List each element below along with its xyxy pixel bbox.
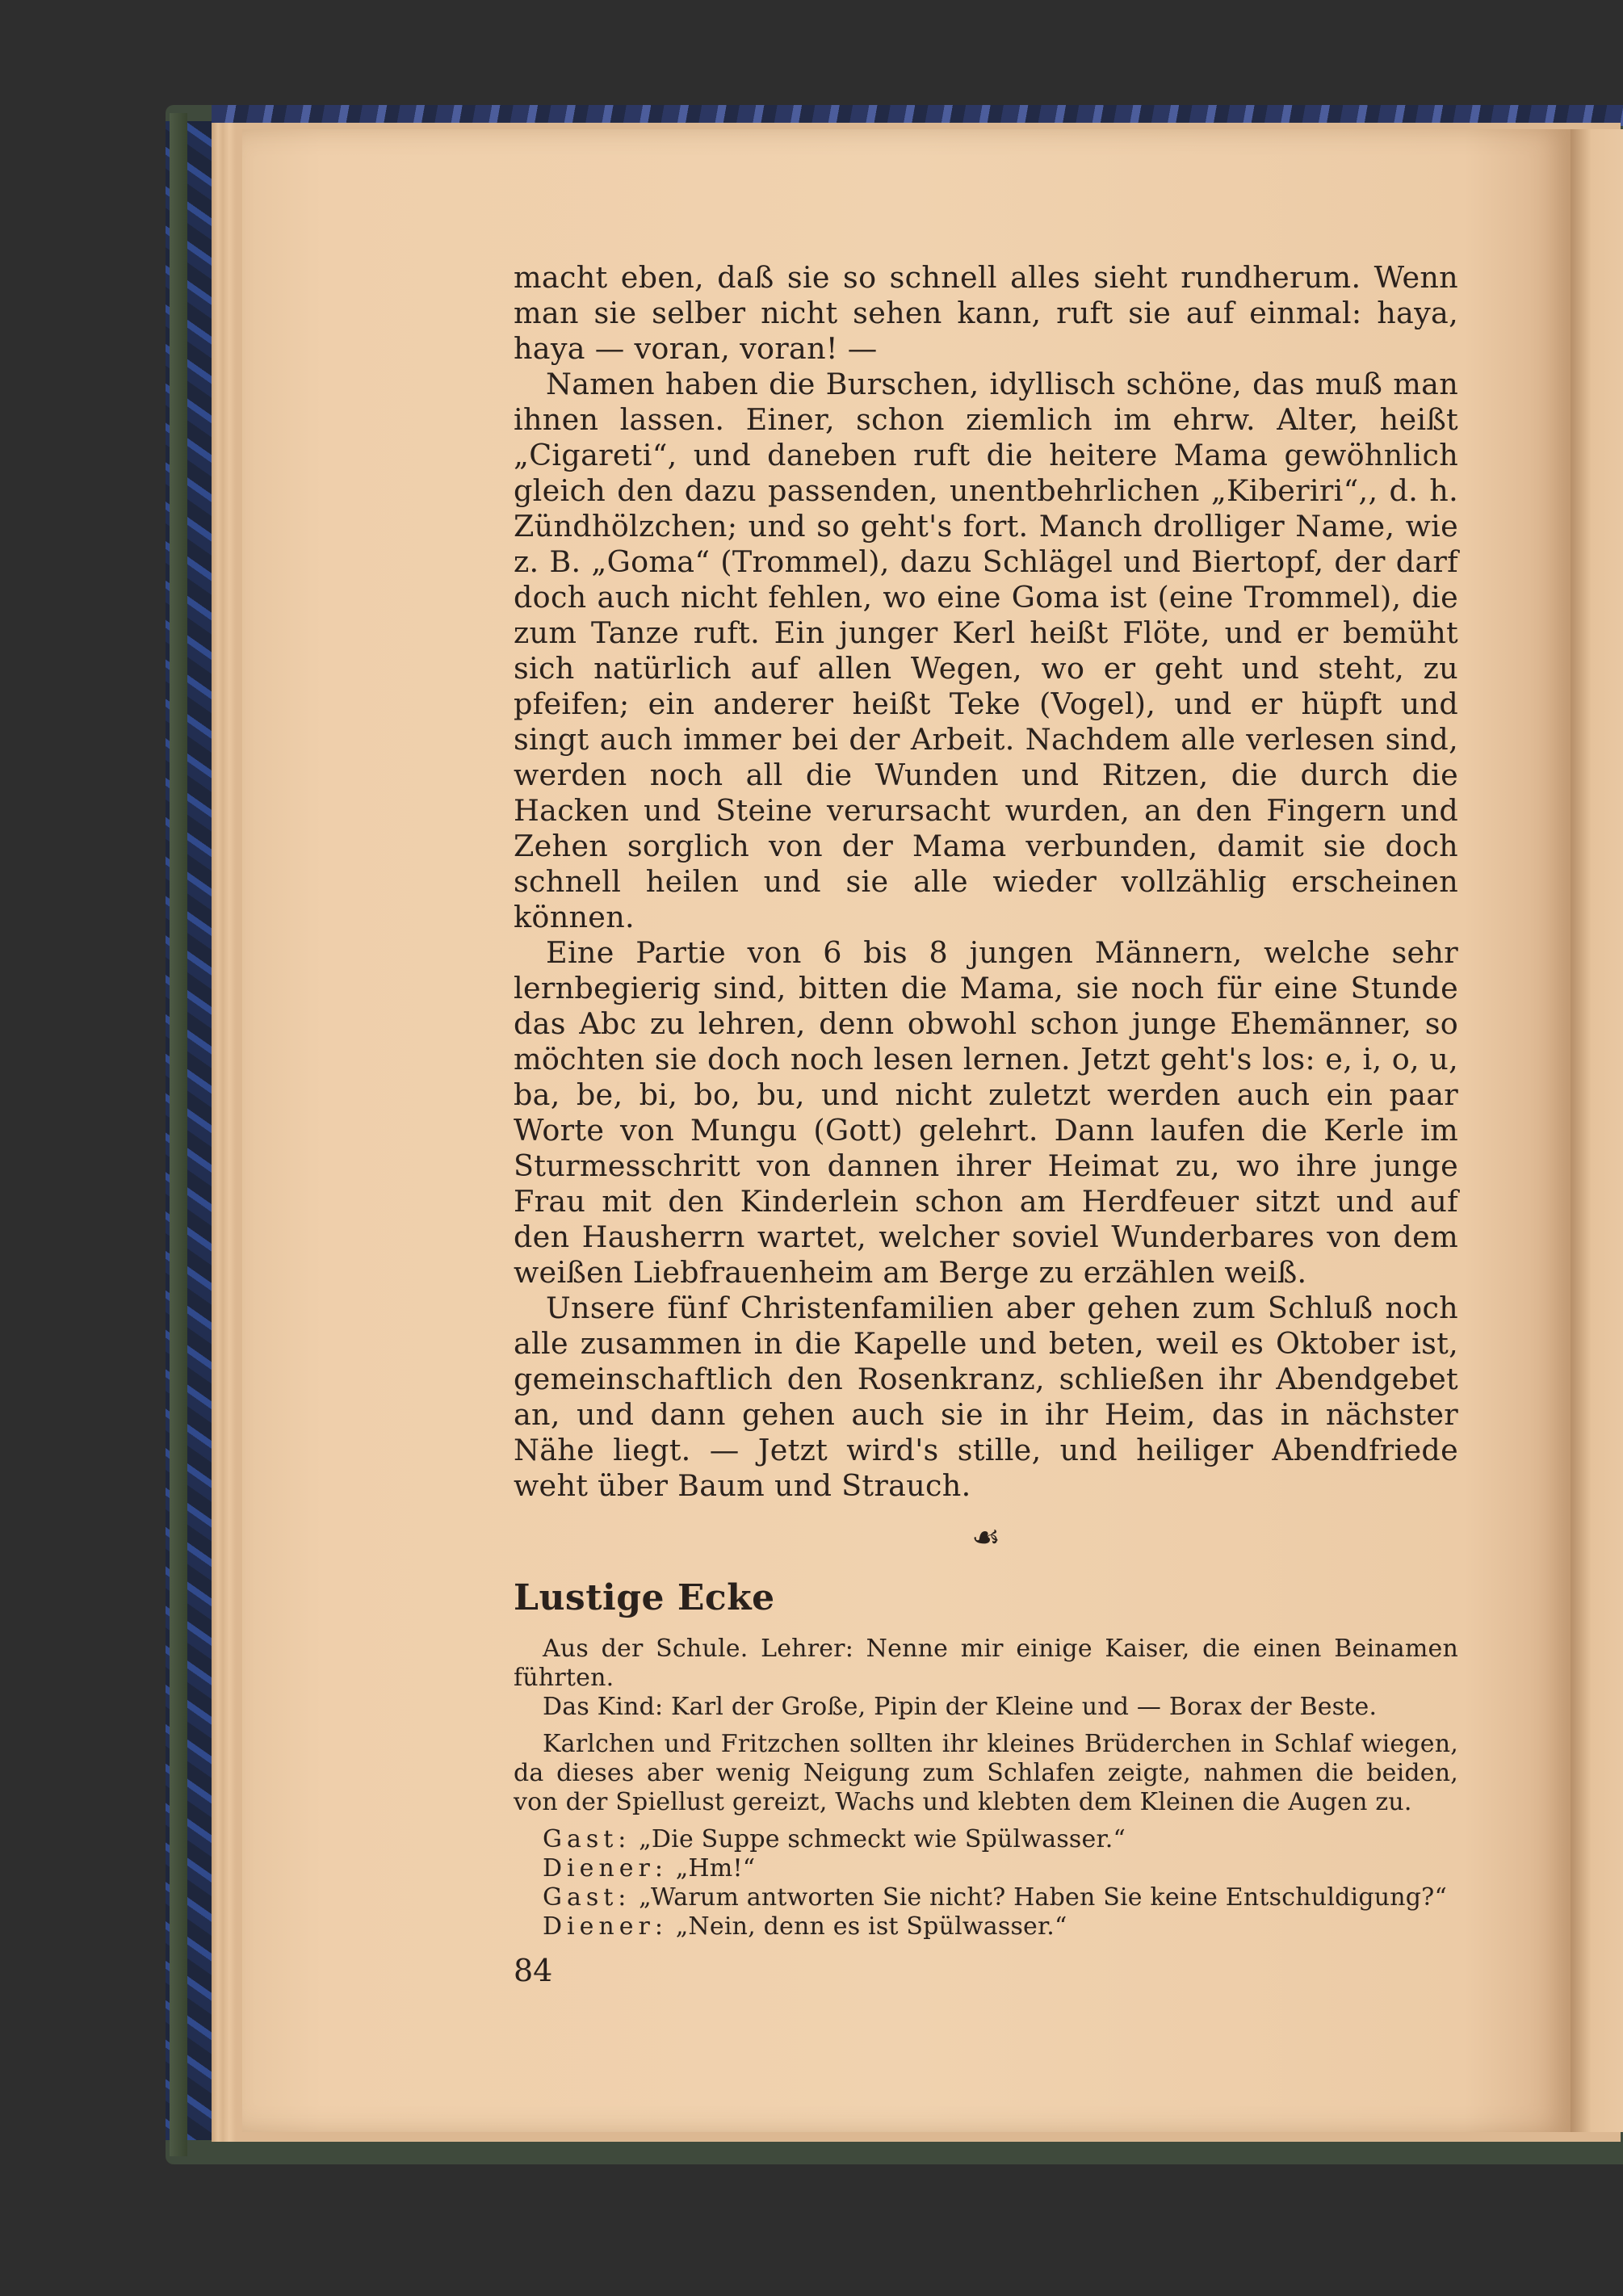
page-text: [514, 260, 1458, 1941]
dialog-text: „Hm!“: [675, 1854, 756, 1883]
spacer: [514, 1722, 1458, 1730]
dialog-line: [514, 1883, 1458, 1912]
dialog-line: [514, 1912, 1458, 1941]
ornament-icon: ☙: [971, 1519, 1000, 1556]
dialog-speaker: Diener:: [543, 1912, 668, 1941]
paragraph-2: Namen haben die Burschen, idyllisch schöne, das muß man ihnen lassen. Einer, schon ziemlich im ehrw. Alter, heißt „Cigareti“, und daneben ruft die heitere Mama gewöhnlich gleich den dazu passenden, unentbehrlichen „Kiberiri“,, d. h. Zündhölzchen; und so geht's fort. Manch drolliger Name, wie z. B. „Goma“ (Trommel), dazu Schlägel und Biertopf, der darf doch auch nicht fehlen, wo eine Goma ist (eine Trommel), die zum Tanze ruft. Ein junger Kerl heißt Flöte, und er bemüht sich natürlich auf allen Wegen, wo er geht und steht, zu pfeifen; ein anderer heißt Teke (Vogel), und er hüpft und singt auch immer bei der Arbeit. Nachdem alle verlesen sind, werden noch all die Wunden und Ritzen, die durch die Hacken und Steine verursacht wurden, an den Fingern und Zehen sorglich von der Mama verbunden, damit sie doch schnell heilen und sie alle wieder vollzählig erscheinen können.: [514, 367, 1458, 934]
dialog-speaker: Diener:: [543, 1854, 668, 1883]
joke-cradle: Karlchen und Fritzchen sollten ihr kleines Brüderchen in Schlaf wiegen, da dieses aber wenig Neigung zum Schlafen zeigte, nahmen die beiden, von der Spiellust gereizt, Wachs und klebten dem Kleinen die Augen zu.: [514, 1730, 1458, 1816]
dialog-speaker: Gast:: [543, 1883, 631, 1912]
joke-school-answer: Das Kind: Karl der Große, Pipin der Kleine und — Borax der Beste.: [543, 1693, 1378, 1721]
paragraph-4: Unsere fünf Christenfamilien aber gehen zum Schluß noch alle zusammen in die Kapelle und beten, weil es Oktober ist, gemeinschaftlich den Rosenkranz, schließen ihr Abendgebet an, und dann gehen auch sie in ihr Heim, das in nächster Nähe liegt. — Jetzt wird's stille, und heiliger Abendfriede weht über Baum und Strauch.: [514, 1291, 1458, 1503]
page-number: 84: [514, 1953, 553, 1988]
paragraph-3: Eine Partie von 6 bis 8 jungen Männern, welche sehr lernbegierig sind, bitten die Mama, sie noch für eine Stunde das Abc zu lehren, denn obwohl schon junge Ehemänner, so möchten sie doch noch lesen lernen. Jetzt geht's los: e, i, o, u, ba, be, bi, bo, bu, und nicht zuletzt werden auch ein paar Worte von Mungu (Gott) gelehrt. Dann laufen die Kerle im Sturmesschritt von dannen ihrer Heimat zu, wo ihre junge Frau mit den Kinderlein schon am Herdfeuer sitzt und auf den Hausherrn wartet, welcher soviel Wunderbares von dem weißen Liebfrauenheim am Berge zu erzählen weiß.: [514, 935, 1458, 1290]
joke-school-question: Aus der Schule. Lehrer: Nenne mir einige Kaiser, die einen Beinamen führten.: [514, 1635, 1458, 1692]
dialog-text: „Warum antworten Sie nicht? Haben Sie keine Entschuldigung?“: [639, 1883, 1447, 1912]
paragraph-1: macht eben, daß sie so schnell alles sieht rundherum. Wenn man sie selber nicht sehen kann, ruft sie auf einmal: haya, haya — voran, voran! —: [514, 260, 1458, 366]
dialog-line: [514, 1854, 1458, 1883]
facing-page-edge: [1571, 129, 1623, 2132]
dialog-line: [514, 1825, 1458, 1854]
section-title: Lustige Ecke: [514, 1577, 775, 1618]
dialog-speaker: Gast:: [543, 1825, 631, 1853]
dialog-text: „Nein, denn es ist Spülwasser.“: [675, 1912, 1067, 1941]
dialog-text: „Die Suppe schmeckt wie Spülwasser.“: [639, 1825, 1126, 1853]
spacer: [514, 1817, 1458, 1825]
binding-edge: [170, 113, 187, 2156]
